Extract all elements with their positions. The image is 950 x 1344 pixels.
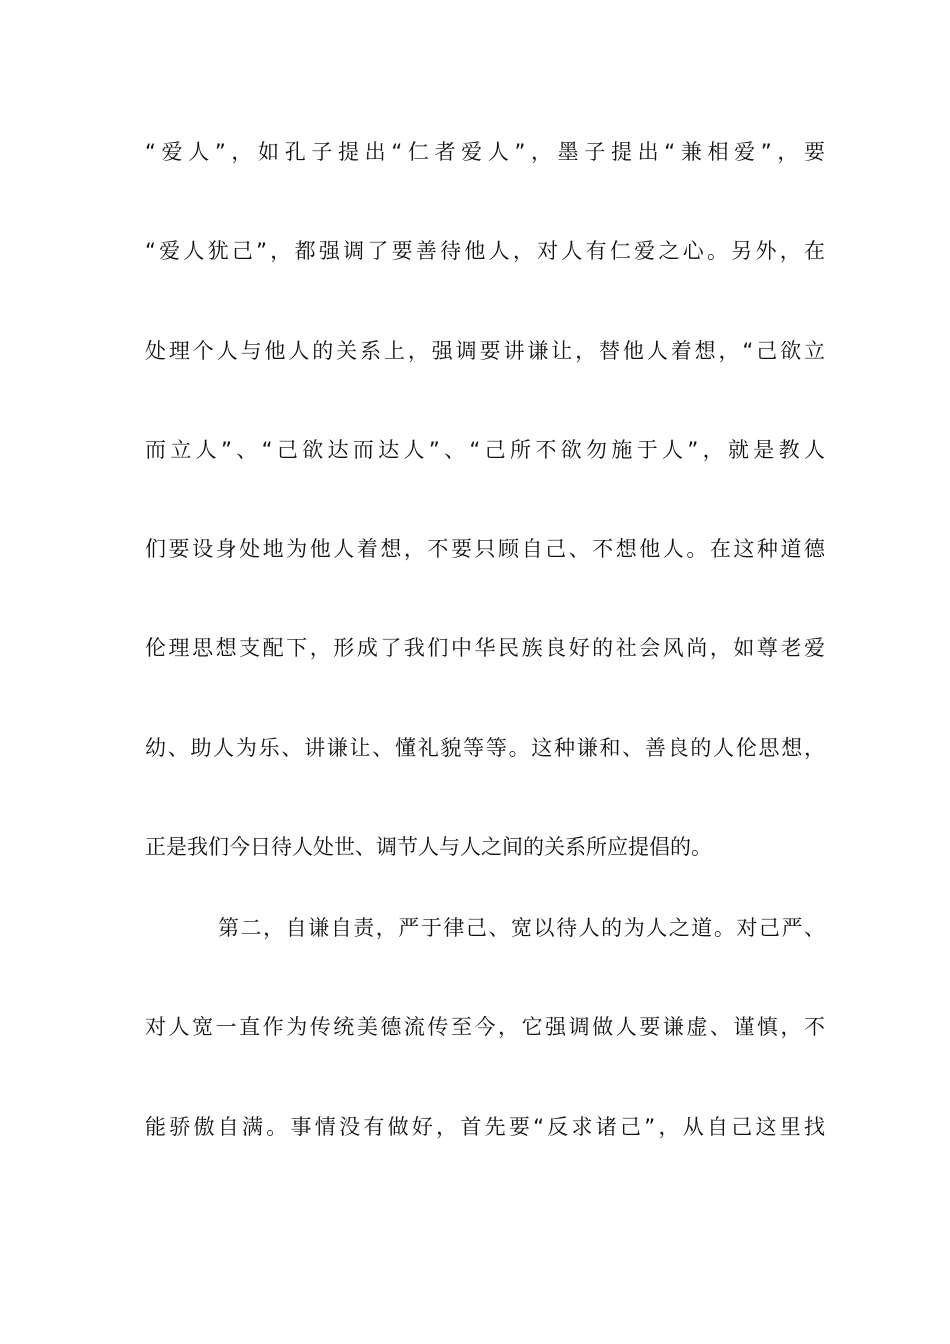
text-line: “爱人”，如孔子提出“仁者爱人”，墨子提出“兼相爱”，要 bbox=[145, 140, 825, 164]
text-line: 而立人”、“己欲达而达人”、“己所不欲勿施于人”，就是教人 bbox=[145, 438, 825, 462]
text-line: 伦理思想支配下，形成了我们中华民族良好的社会风尚，如尊老爱 bbox=[145, 636, 825, 660]
paragraph-end-line: 正是我们今日待人处世、调节人与人之间的关系所应提倡的。 bbox=[145, 835, 712, 859]
text-line: “爱人犹己”，都强调了要善待他人，对人有仁爱之心。另外，在 bbox=[145, 239, 825, 263]
paragraph-start-line: 第二，自谦自责，严于律己、宽以待人的为人之道。对己严、 bbox=[218, 916, 825, 940]
text-line: 对人宽一直作为传统美德流传至今，它强调做人要谦虚、谨慎，不 bbox=[145, 1015, 825, 1039]
text-line: 幼、助人为乐、讲谦让、懂礼貌等等。这种谦和、善良的人伦思想， bbox=[145, 736, 825, 760]
text-line: 处理个人与他人的关系上，强调要讲谦让，替他人着想，“己欲立 bbox=[145, 339, 825, 363]
text-line: 能骄傲自满。事情没有做好，首先要“反求诸己”，从自己这里找 bbox=[145, 1115, 825, 1139]
text-line: 们要设身处地为他人着想，不要只顾自己、不想他人。在这种道德 bbox=[145, 537, 825, 561]
